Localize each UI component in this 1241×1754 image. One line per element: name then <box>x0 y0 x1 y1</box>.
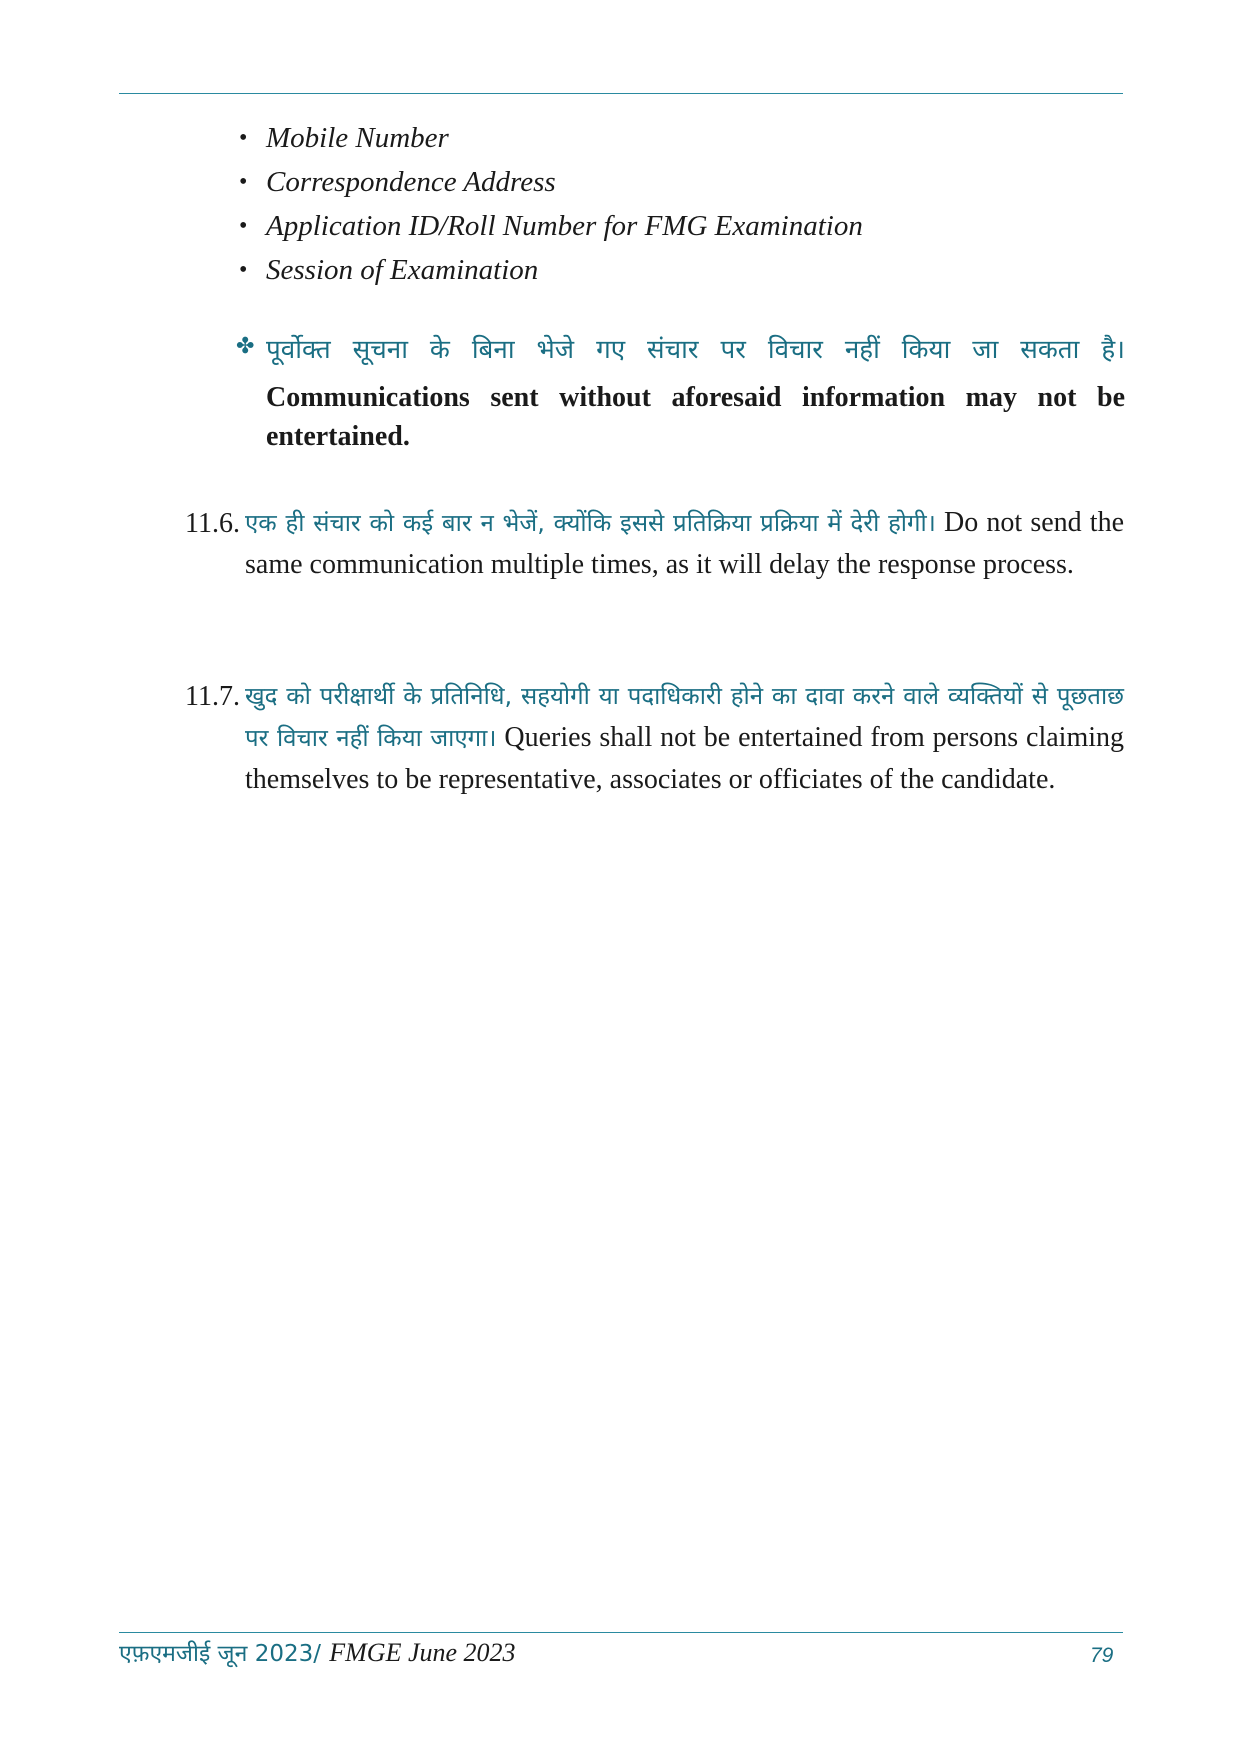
notice-hindi: पूर्वोक्त सूचना के बिना भेजे गए संचार पर विचार नहीं किया जा सकता है। <box>266 335 1125 365</box>
page-number: 79 <box>1090 1644 1114 1667</box>
clause-body <box>245 502 1124 586</box>
ornament-icon: ✤ <box>236 334 255 359</box>
bullet-icon: • <box>239 213 248 239</box>
notice-english: Communications sent without aforesaid information may not be entertained. <box>266 382 1125 452</box>
header-rule <box>119 93 1123 94</box>
clause-hindi: खुद को परीक्षार्थी के प्रतिनिधि, सहयोगी या पदाधिकारी होने का दावा करने वाले व्यक्तियों से पूछताछ पर विचार नहीं किया जाएगा। <box>245 682 1124 752</box>
clause-body <box>245 675 1124 801</box>
list-item <box>237 248 863 292</box>
footer-english: FMGE June 2023 <box>329 1638 516 1667</box>
clause-english: Queries shall not be entertained from persons claiming themselves to be representative, associates or officiates of the candidate. <box>245 722 1125 795</box>
list-item-text: Mobile Number <box>266 122 449 154</box>
clause-english: Do not send the same communication multiple times, as it will delay the response process. <box>245 507 1125 580</box>
bullet-icon: • <box>239 257 248 283</box>
footer-title <box>119 1636 516 1668</box>
clause-number: 11.7. <box>185 681 240 712</box>
footer-rule <box>119 1632 1123 1633</box>
list-item <box>237 160 863 204</box>
required-info-list <box>237 116 863 292</box>
list-item-text: Correspondence Address <box>266 166 556 198</box>
bullet-icon: • <box>239 125 248 151</box>
clause-hindi: एक ही संचार को कई बार न भेजें, क्योंकि इससे प्रतिक्रिया प्रक्रिया में देरी होगी। <box>245 509 936 537</box>
list-item <box>237 204 863 248</box>
list-item <box>237 116 863 160</box>
bullet-icon: • <box>239 169 248 195</box>
footer-hindi: एफ़एमजीई जून 2023/ <box>119 1641 321 1667</box>
list-item-text: Application ID/Roll Number for FMG Examination <box>266 210 863 242</box>
clause-number: 11.6. <box>185 508 240 539</box>
list-item-text: Session of Examination <box>266 254 539 286</box>
